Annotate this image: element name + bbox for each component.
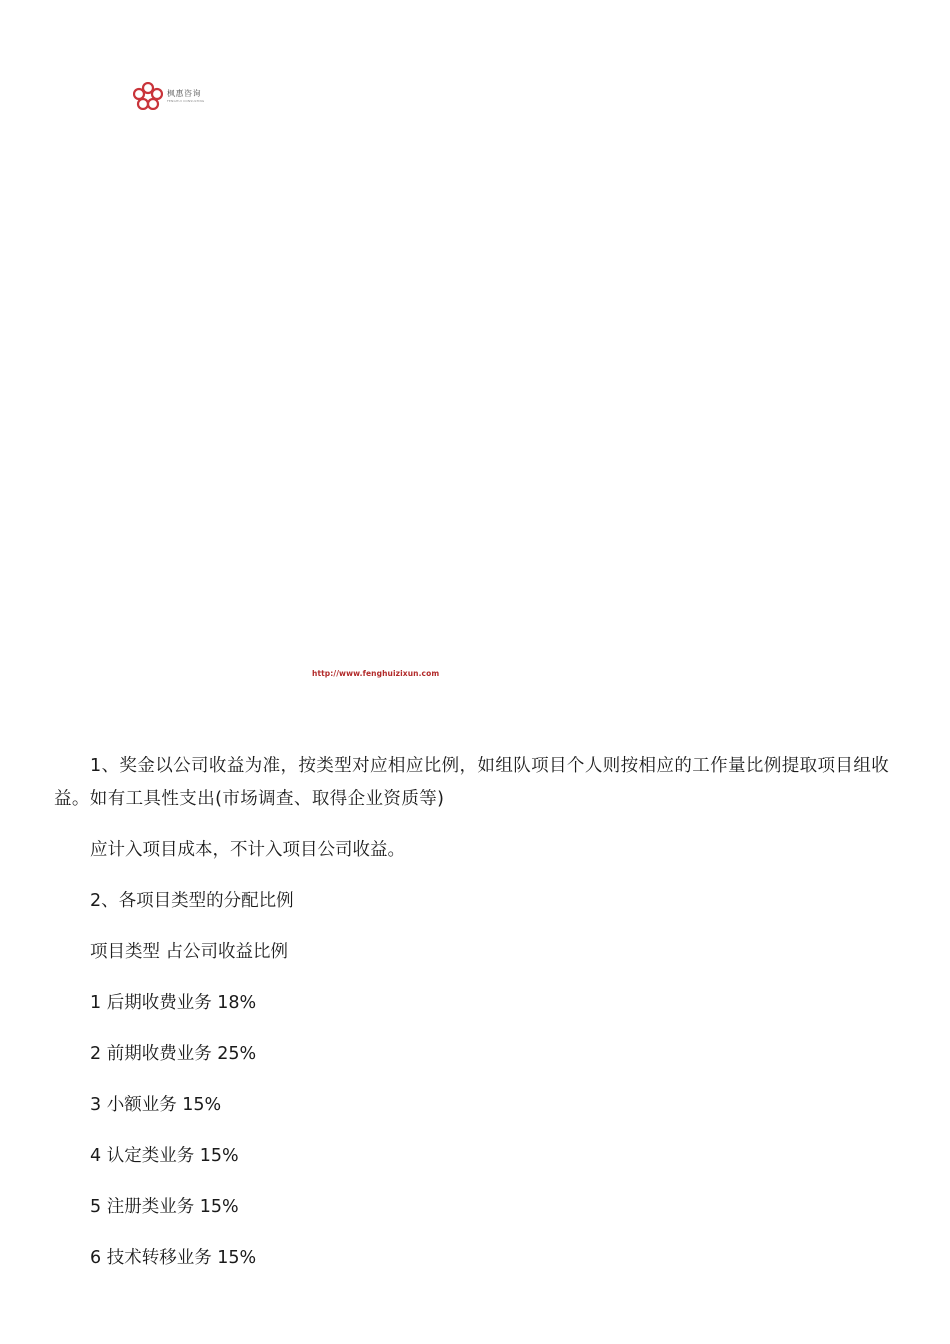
paragraph-cost-note: 应计入项目成本，不计入项目公司收益。 bbox=[90, 840, 405, 860]
document-body bbox=[54, 750, 894, 1275]
list-item: 6 技术转移业务 15% bbox=[90, 1248, 257, 1268]
list-item: 4 认定类业务 15% bbox=[90, 1146, 239, 1166]
watermark-url: http://www.fenghuizixun.com bbox=[312, 669, 440, 678]
list-item: 3 小额业务 15% bbox=[90, 1095, 222, 1115]
logo-subtitle: FENGHUI CONSULTING bbox=[167, 98, 205, 103]
logo-flower-icon bbox=[133, 82, 163, 110]
list-item: 1 后期收费业务 18% bbox=[90, 993, 257, 1013]
logo-name: 枫惠咨询 bbox=[167, 88, 201, 98]
paragraph-bonus-rule: 1、奖金以公司收益为准，按类型对应相应比例，如组队项目个人则按相应的工作量比例提取项目组收益。如有工具性支出(市场调查、取得企业资质等) bbox=[54, 756, 890, 809]
company-logo bbox=[133, 82, 204, 110]
paragraph-section-heading: 2、各项目类型的分配比例 bbox=[90, 891, 294, 911]
list-item: 2 前期收费业务 25% bbox=[90, 1044, 257, 1064]
table-header-line: 项目类型 占公司收益比例 bbox=[90, 942, 289, 962]
list-item: 5 注册类业务 15% bbox=[90, 1197, 239, 1217]
